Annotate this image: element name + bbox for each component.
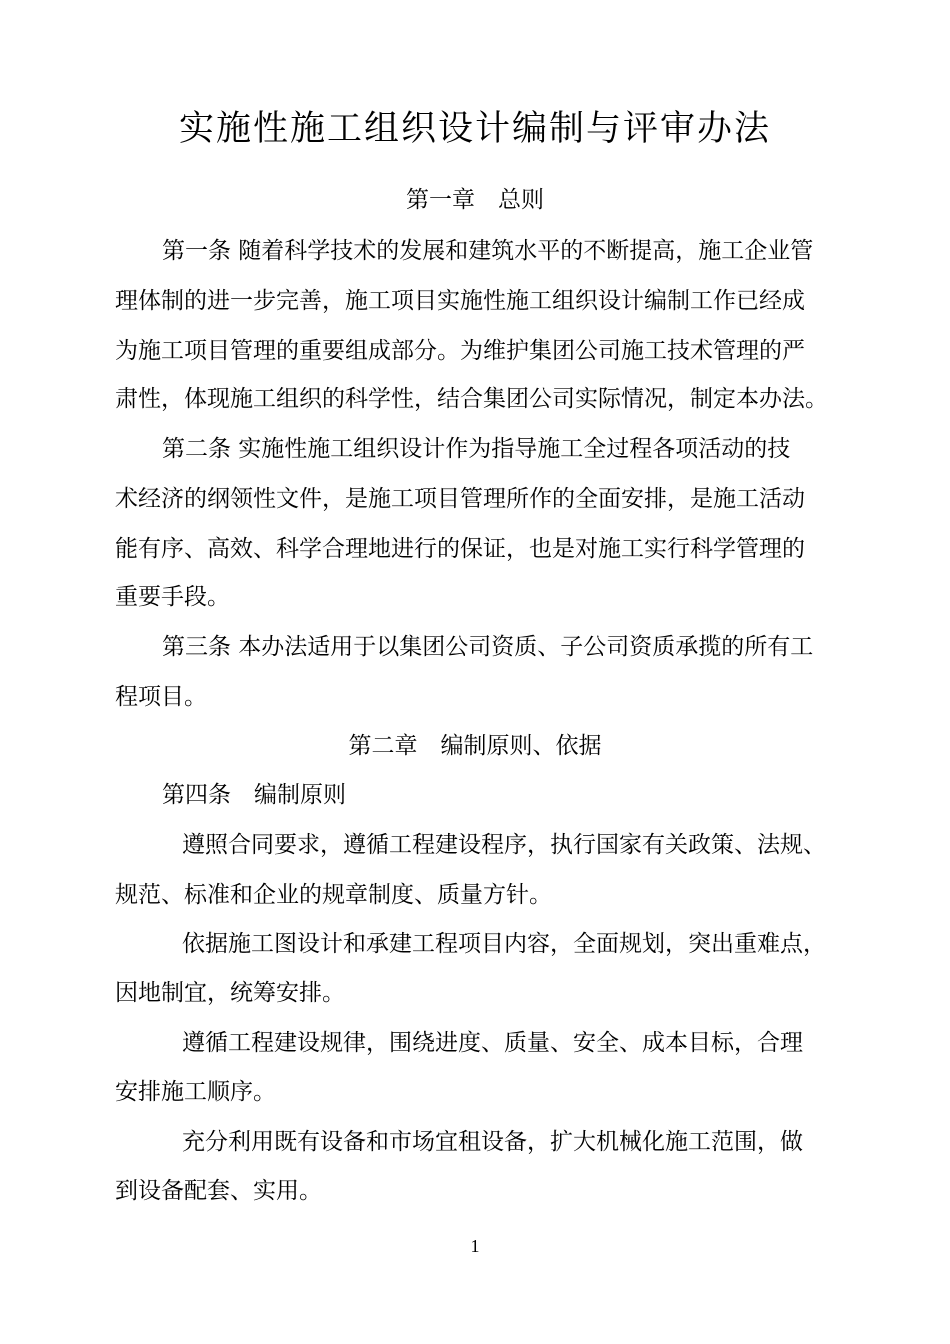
article-4-heading: 第四条 编制原则 [162, 782, 346, 808]
article-2-line-3: 能有序、高效、科学合理地进行的保证，也是对施工实行科学管理的 [115, 536, 805, 562]
principle-2-line-1: 依据施工图设计和承建工程项目内容，全面规划，突出重难点， [182, 931, 826, 957]
principle-1-line-1: 遵照合同要求，遵循工程建设程序，执行国家有关政策、法规、 [182, 832, 826, 858]
principle-4-line-1: 充分利用既有设备和市场宜租设备，扩大机械化施工范围，做 [182, 1129, 803, 1155]
principle-1-line-2: 规范、标准和企业的规章制度、质量方针。 [115, 882, 552, 908]
article-1-line-3: 为施工项目管理的重要组成部分。为维护集团公司施工技术管理的严 [115, 338, 805, 364]
chapter-1-heading: 第一章 总则 [406, 187, 544, 213]
principle-3-line-2: 安排施工顺序。 [115, 1079, 276, 1105]
chapter-2-heading: 第二章 编制原则、依据 [348, 733, 602, 759]
principle-4-line-2: 到设备配套、实用。 [115, 1178, 322, 1204]
article-2-line-4: 重要手段。 [115, 584, 230, 610]
principle-3-line-1: 遵循工程建设规律，围绕进度、质量、安全、成本目标，合理 [182, 1030, 803, 1056]
article-3-line-1: 第三条 本办法适用于以集团公司资质、子公司资质承揽的所有工 [162, 634, 814, 660]
document-title: 实施性施工组织设计编制与评审办法 [178, 109, 771, 149]
principle-2-line-2: 因地制宜，统筹安排。 [115, 980, 345, 1006]
article-2-line-1: 第二条 实施性施工组织设计作为指导施工全过程各项活动的技 [162, 436, 791, 462]
article-2-line-2: 术经济的纲领性文件，是施工项目管理所作的全面安排，是施工活动 [115, 486, 805, 512]
article-1-line-4: 肃性，体现施工组织的科学性，结合集团公司实际情况，制定本办法。 [115, 386, 828, 412]
page-number: 1 [470, 1236, 480, 1256]
article-1-line-1: 第一条 随着科学技术的发展和建筑水平的不断提高，施工企业管 [162, 238, 814, 264]
article-1-line-2: 理体制的进一步完善，施工项目实施性施工组织设计编制工作已经成 [115, 288, 805, 314]
article-3-line-2: 程项目。 [115, 684, 207, 710]
